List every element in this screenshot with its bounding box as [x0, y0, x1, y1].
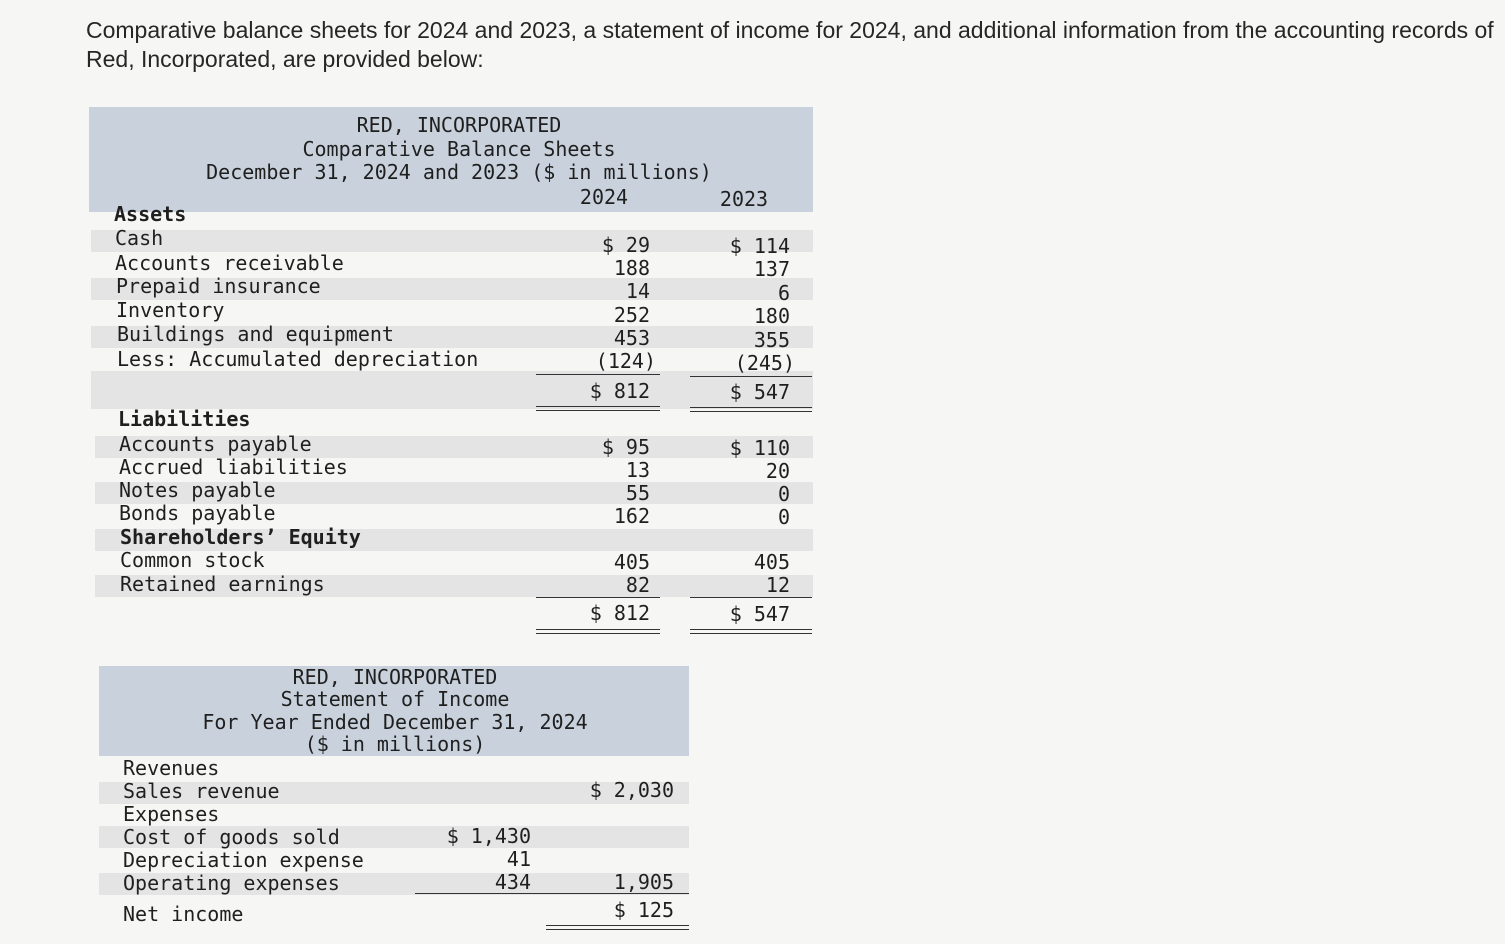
revenues-heading: Revenues	[123, 756, 220, 780]
expense-label: Operating expenses	[123, 871, 340, 895]
liability-label: Accrued liabilities	[119, 455, 348, 479]
statement-period: For Year Ended December 31, 2024	[202, 710, 588, 734]
expense-value: $ 1,430	[446, 824, 531, 848]
liability-value-2023: 20	[765, 459, 790, 483]
sales-revenue-label: Sales revenue	[123, 779, 280, 803]
statement-period: December 31, 2024 and 2023 ($ in millions)	[206, 160, 712, 184]
asset-value-2023: $ 114	[729, 234, 790, 258]
equity-value-2024: 82	[625, 573, 650, 597]
liability-value-2023: 0	[777, 505, 790, 529]
year-2024-header: 2024	[579, 185, 629, 209]
liability-value-2024: 162	[613, 504, 650, 528]
liability-value-2024: $ 95	[601, 435, 650, 459]
net-income-label: Net income	[123, 902, 244, 926]
subtotal-rule	[536, 597, 660, 598]
liabilities-heading: Liabilities	[118, 407, 251, 431]
total-rule	[690, 407, 812, 412]
equity-label: Retained earnings	[120, 572, 325, 596]
total-liabilities-equity-2023: $ 547	[729, 602, 790, 626]
asset-value-2023: 180	[753, 304, 790, 328]
expense-label: Depreciation expense	[123, 848, 364, 872]
assets-heading: Assets	[114, 202, 187, 226]
company-name: RED, INCORPORATED	[292, 665, 498, 689]
subtotal-rule	[415, 893, 689, 894]
asset-label: Less: Accumulated depreciation	[117, 347, 479, 371]
subtotal-rule	[536, 374, 660, 375]
statement-units: ($ in millions)	[304, 732, 486, 756]
equity-value-2023: 405	[753, 550, 790, 574]
year-2023-header: 2023	[719, 187, 769, 211]
asset-value-2023: 355	[753, 328, 790, 352]
asset-value-2023: 6	[777, 281, 790, 305]
liability-value-2024: 55	[625, 481, 650, 505]
equity-value-2023: 12	[765, 573, 790, 597]
asset-value-2023: 137	[753, 257, 790, 281]
asset-value-2024: 188	[613, 256, 650, 280]
total-assets-2024: $ 812	[589, 379, 650, 403]
total-liabilities-equity-2024: $ 812	[589, 601, 650, 625]
total-rule	[536, 629, 660, 634]
total-rule	[690, 629, 812, 634]
total-rule	[546, 925, 689, 930]
asset-label: Inventory	[116, 298, 225, 322]
liability-label: Bonds payable	[119, 501, 276, 525]
statement-title: Statement of Income	[280, 687, 510, 711]
asset-value-2024: 14	[625, 279, 650, 303]
asset-value-2024: 453	[613, 326, 650, 350]
liability-label: Accounts payable	[119, 432, 312, 456]
equity-heading: Shareholders’ Equity	[120, 525, 361, 549]
net-income-value: $ 125	[613, 898, 674, 922]
liability-value-2024: 13	[625, 458, 650, 482]
liability-label: Notes payable	[119, 478, 276, 502]
asset-value-2023: (245)	[734, 351, 795, 375]
expense-label: Cost of goods sold	[123, 825, 340, 849]
total-expenses-value: 1,905	[613, 870, 674, 894]
statement-title: Comparative Balance Sheets	[302, 137, 616, 161]
asset-label: Buildings and equipment	[117, 322, 394, 346]
asset-label: Prepaid insurance	[116, 274, 321, 298]
intro-paragraph: Comparative balance sheets for 2024 and 2023, a statement of income for 2024, and additional information from the accounting records of Red, Incorporated, are provided below:	[86, 17, 1494, 72]
income-statement-header	[99, 666, 689, 756]
subtotal-rule	[690, 597, 812, 598]
subtotal-rule	[690, 376, 812, 377]
expense-value: 41	[506, 847, 531, 871]
total-rule	[536, 406, 660, 411]
asset-value-2024: (124)	[595, 349, 656, 373]
expenses-heading: Expenses	[123, 802, 220, 826]
asset-label: Accounts receivable	[115, 251, 344, 275]
liability-value-2023: 0	[777, 482, 790, 506]
equity-value-2024: 405	[613, 550, 650, 574]
expense-value: 434	[494, 870, 531, 894]
asset-value-2024: 252	[613, 303, 650, 327]
liability-value-2023: $ 110	[729, 436, 790, 460]
asset-label: Cash	[115, 226, 164, 250]
total-assets-2023: $ 547	[729, 380, 790, 404]
asset-value-2024: $ 29	[601, 233, 650, 257]
sales-revenue-value: $ 2,030	[589, 778, 674, 802]
company-name: RED, INCORPORATED	[356, 113, 562, 137]
equity-label: Common stock	[120, 548, 265, 572]
